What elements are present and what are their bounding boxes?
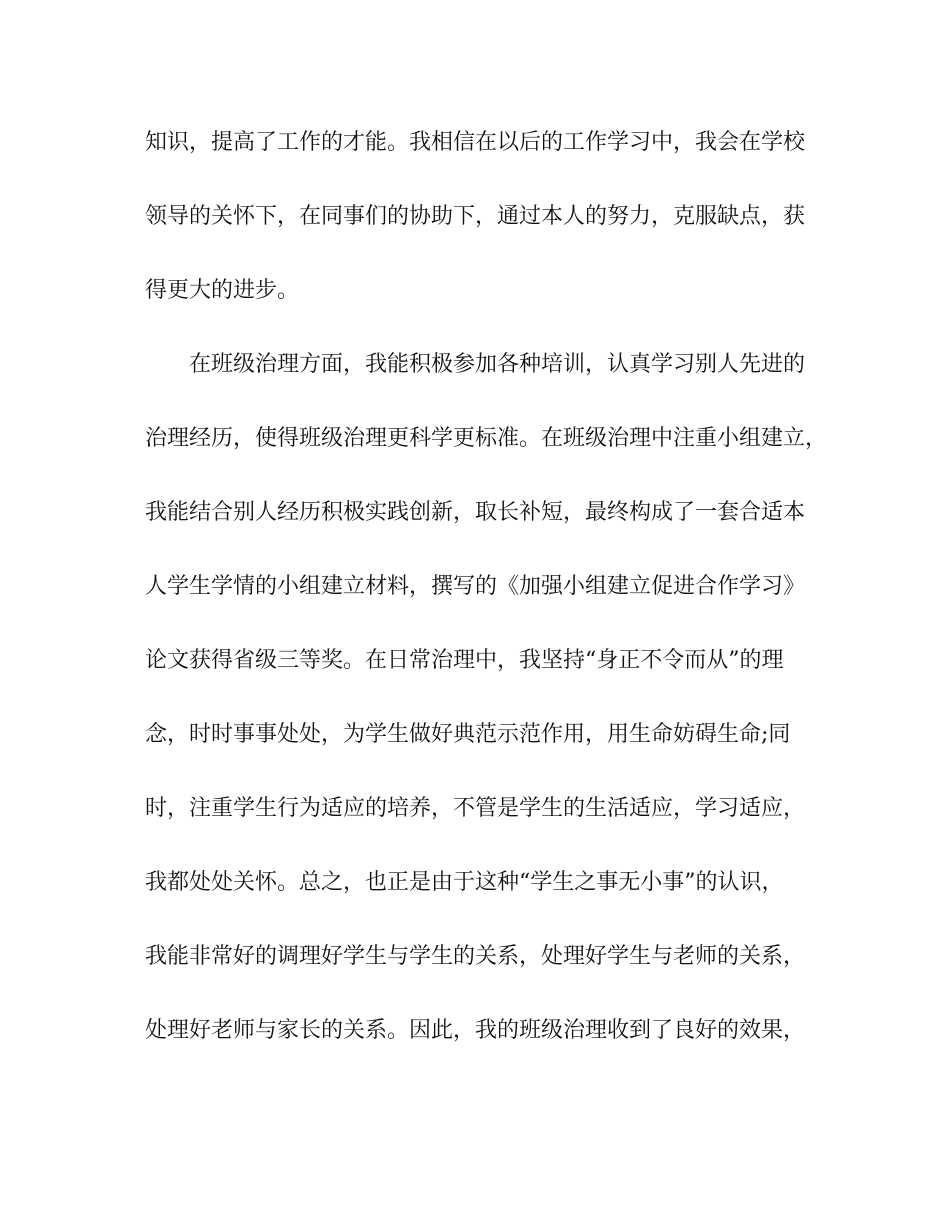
text-line-12: 我能非常好的调理好学生与学生的关系，处理好学生与老师的关系， [145, 944, 806, 969]
text-line-1: 知识，提高了工作的才能。我相信在以后的工作学习中，我会在学校 [145, 130, 806, 155]
text-line-8: 论文获得省级三等奖。在日常治理中，我坚持“身正不令而从”的理 [145, 648, 784, 673]
text-line-11: 我都处处关怀。总之，也正是由于这种“学生之事无小事”的认识， [145, 870, 784, 895]
text-line-2: 领导的关怀下，在同事们的协助下，通过本人的努力，克服缺点，获 [145, 204, 806, 229]
text-line-13: 处理好老师与家长的关系。因此，我的班级治理收到了良好的效果， [145, 1018, 806, 1043]
text-line-3: 得更大的进步。 [145, 278, 300, 303]
text-line-5: 治理经历，使得班级治理更科学更标准。在班级治理中注重小组建立， [145, 426, 828, 451]
text-line-4: 在班级治理方面，我能积极参加各种培训，认真学习别人先进的 [189, 352, 806, 377]
text-line-9: 念，时时事事处处，为学生做好典范示范作用，用生命妨碍生命;同 [145, 722, 791, 747]
text-line-7: 人学生学情的小组建立材料，撰写的《加强小组建立促进合作学习》 [145, 574, 806, 599]
text-line-10: 时，注重学生行为适应的培养，不管是学生的生活适应，学习适应， [145, 796, 806, 821]
text-line-6: 我能结合别人经历积极实践创新，取长补短，最终构成了一套合适本 [145, 500, 806, 525]
document-body [145, 120, 828, 1082]
